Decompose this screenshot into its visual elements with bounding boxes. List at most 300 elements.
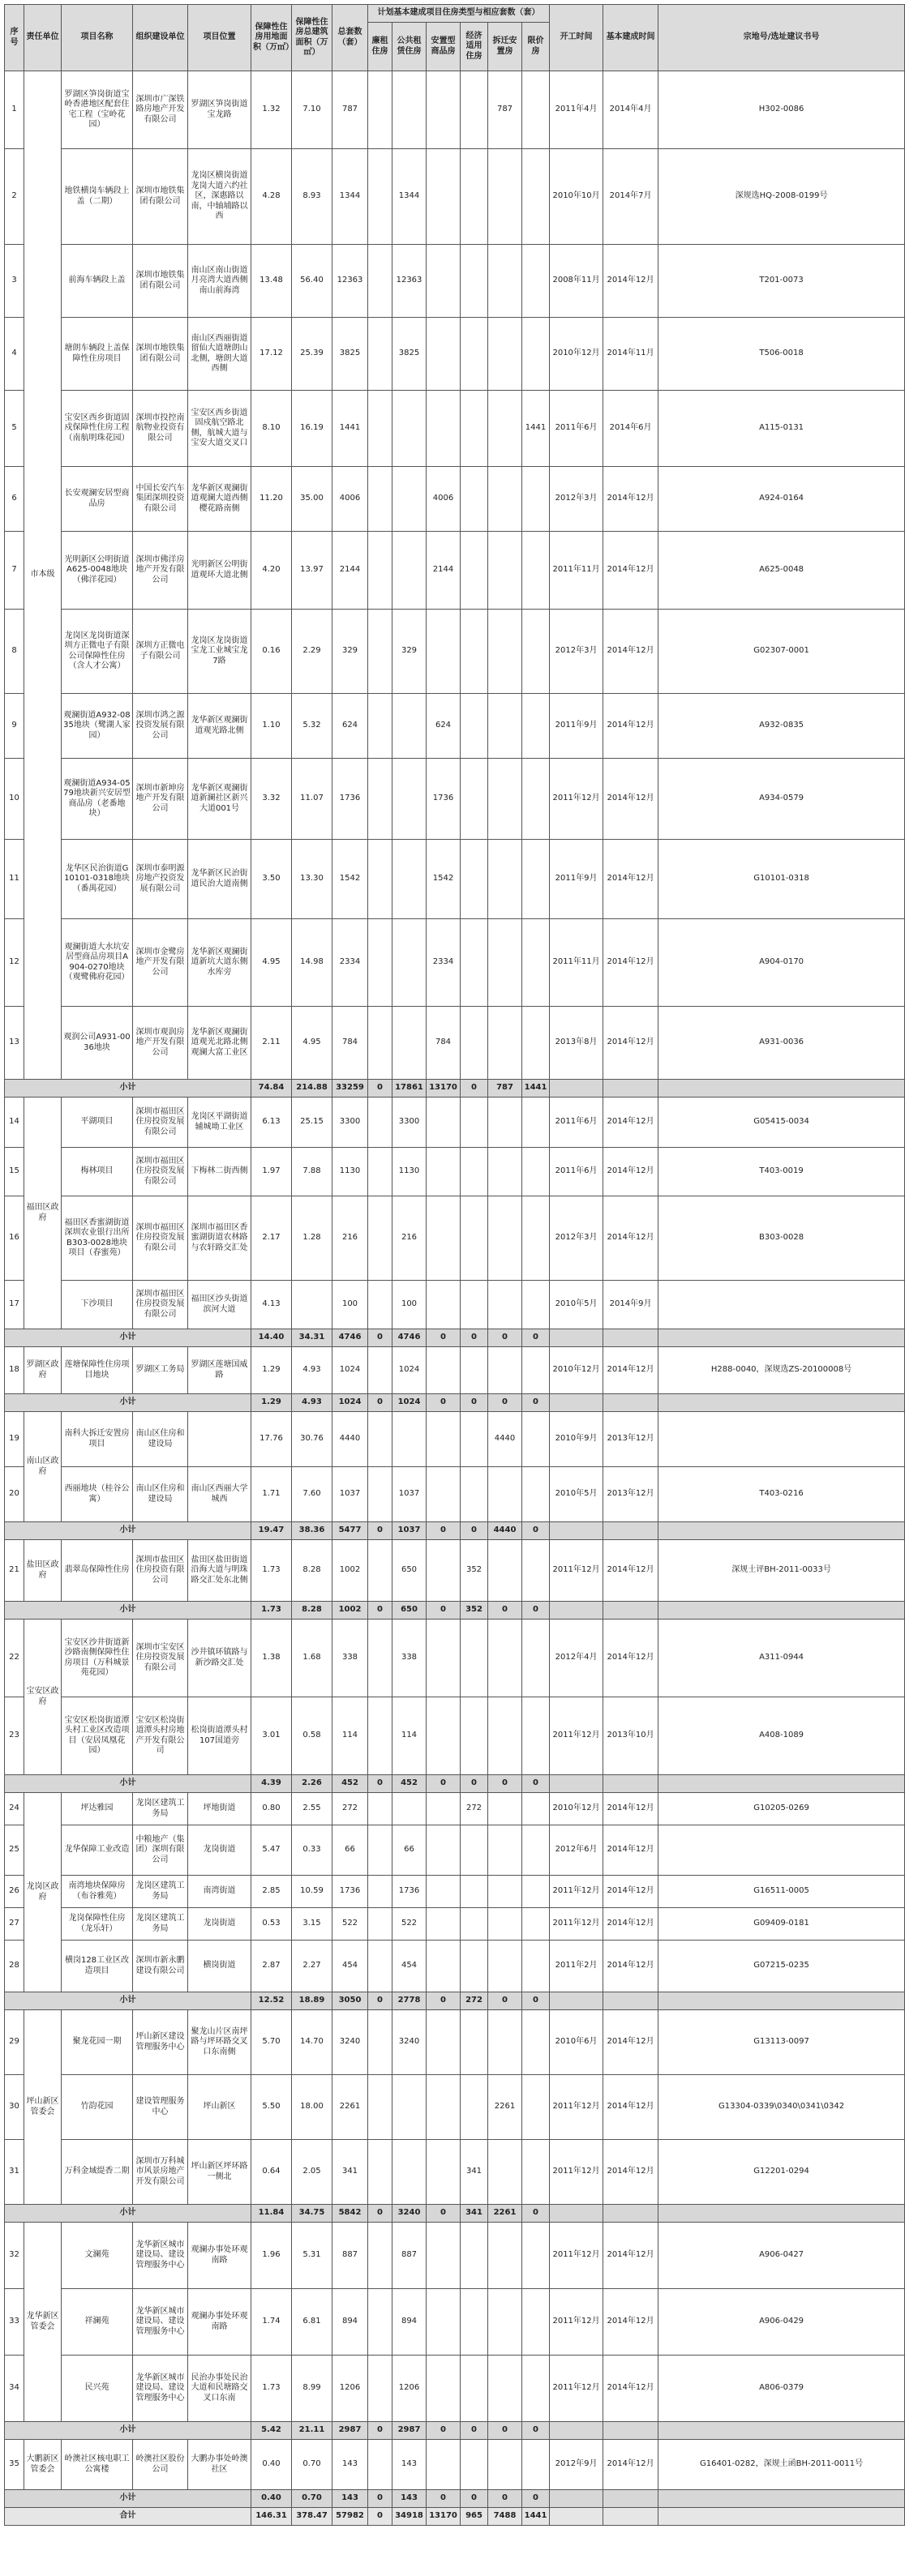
location-cell: 南山区西丽街道留仙大道塘朗山北侧，塘朗大道西侧 [188,318,251,391]
jingji-cell [461,1098,488,1148]
table-row [5,1281,905,1329]
gongzu-cell [392,1007,427,1080]
table-row [5,2356,905,2422]
subtotal-label: 小计 [5,1080,251,1098]
location-cell: 龙岗区横岗街道龙岗大道六约社区，深惠路以南，中轴埔路以西 [188,149,251,245]
lianzu-cell: 0 [368,1992,392,2010]
chaiqian-cell: 4440 [488,1412,522,1467]
chaiqian-cell [488,1467,522,1522]
project-name-cell: 宝安区沙井街道新沙路南侧保障性住房项目（万科城景苑花园） [62,1620,133,1697]
location-cell: 龙华新区观澜街道新澜社区新兴大道001号 [188,759,251,840]
jingji-cell: 272 [461,1793,488,1825]
unit-cell: 福田区政府 [24,1098,62,1329]
subtotal-label: 小计 [5,2490,251,2508]
anzhi-cell [427,1941,461,1992]
grand-total-label: 合计 [5,2508,251,2526]
gongzu-cell: 1037 [392,1467,427,1522]
seq-cell: 16 [5,1196,24,1281]
project-name-cell: 翡翠岛保障性住房 [62,1540,133,1602]
location-cell: 横岗街道 [188,1941,251,1992]
permit-cell: A311-0944 [658,1620,905,1697]
permit-cell: G10205-0269 [658,1793,905,1825]
start-time-cell: 2011年6月 [550,1098,603,1148]
jingji-cell [461,610,488,694]
gongzu-cell [392,694,427,759]
finish-time-cell: 2013年10月 [603,1697,658,1775]
jingji-cell [461,919,488,1007]
lianzu-cell [368,1908,392,1941]
floor-area-cell: 35.00 [292,467,332,532]
subtotal-row [5,1080,905,1098]
land-area-cell: 4.39 [251,1775,292,1793]
floor-area-cell: 8.28 [292,1540,332,1602]
unit-cell: 盐田区政府 [24,1540,62,1602]
total-units-cell: 1344 [332,149,368,245]
anzhi-cell [427,1148,461,1196]
total-units-cell: 1002 [332,1602,368,1620]
start-time-cell: 2008年11月 [550,245,603,318]
location-cell: 龙华新区观澜街道观光北路北侧观澜大富工业区 [188,1007,251,1080]
xianjia-cell [522,318,550,391]
location-cell: 宝安区西乡街道固戍航空路北侧，航城大道与宝安大道交叉口 [188,391,251,467]
jingji-cell: 272 [461,1992,488,2010]
gongzu-cell: 3240 [392,2205,427,2223]
total-units-cell: 454 [332,1941,368,1992]
start-time-cell: 2010年6月 [550,2010,603,2075]
xianjia-cell [522,2356,550,2422]
location-cell: 光明新区公明街道观环大道北侧 [188,532,251,610]
total-units-cell: 3050 [332,1992,368,2010]
builder-cell: 建设管理服务中心 [133,2075,188,2140]
total-units-cell: 1024 [332,1394,368,1412]
unit-cell: 罗湖区政府 [24,1347,62,1394]
project-name-cell: 罗湖区笋岗街道宝岭香港地区配套住宅工程（宝岭花园） [62,71,133,149]
project-name-cell: 平湖项目 [62,1098,133,1148]
anzhi-cell [427,2075,461,2140]
total-units-cell: 5842 [332,2205,368,2223]
gongzu-cell [392,391,427,467]
seq-cell: 31 [5,2140,24,2205]
lianzu-cell: 0 [368,1602,392,1620]
permit-cell: G09409-0181 [658,1908,905,1941]
start-time-cell: 2011年12月 [550,2356,603,2422]
jingji-cell [461,1908,488,1941]
total-units-cell: 3300 [332,1098,368,1148]
jingji-cell [461,2356,488,2422]
location-cell: 南山区西丽大学城西 [188,1467,251,1522]
builder-cell: 深圳市地铁集团有限公司 [133,318,188,391]
floor-area-cell: 8.99 [292,2356,332,2422]
finish-time-cell: 2014年12月 [603,245,658,318]
total-units-cell: 338 [332,1620,368,1697]
chaiqian-cell: 787 [488,1080,522,1098]
permit-cell: G05415-0034 [658,1098,905,1148]
project-name-cell: 竹韵花园 [62,2075,133,2140]
permit-cell: T506-0018 [658,318,905,391]
permit-cell: A924-0164 [658,467,905,532]
xianjia-cell [522,2289,550,2356]
total-units-cell: 143 [332,2440,368,2490]
location-cell: 民治办事处民治大道和民塘路交叉口东南 [188,2356,251,2422]
land-area-cell: 19.47 [251,1522,292,1540]
project-name-cell: 龙华保障工业改造 [62,1825,133,1876]
subtotal-row [5,2205,905,2223]
xianjia-cell [522,1697,550,1775]
jingji-cell: 352 [461,1540,488,1602]
chaiqian-cell [488,1098,522,1148]
subtotal-label: 小计 [5,1329,251,1347]
lianzu-cell [368,840,392,919]
finish-time-cell: 2014年12月 [603,2140,658,2205]
location-cell [188,1412,251,1467]
permit-cell: A906-0429 [658,2289,905,2356]
permit-cell [658,1394,905,1412]
permit-cell [658,1602,905,1620]
jingji-cell: 0 [461,1775,488,1793]
start-time-cell [550,2422,603,2440]
anzhi-cell: 0 [427,1992,461,2010]
permit-cell [658,2422,905,2440]
builder-cell: 岭澳社区股份公司 [133,2440,188,2490]
table-row [5,1540,905,1602]
total-units-cell: 1441 [332,391,368,467]
table-row [5,1908,905,1941]
floor-area-cell: 38.36 [292,1522,332,1540]
land-area-cell: 17.12 [251,318,292,391]
gongzu-cell: 4746 [392,1329,427,1347]
seq-cell: 14 [5,1098,24,1148]
location-cell: 龙岗区龙岗街道宝龙工业城宝龙7路 [188,610,251,694]
gongzu-cell [392,71,427,149]
lianzu-cell: 0 [368,2508,392,2526]
start-time-cell: 2011年12月 [550,1908,603,1941]
table-row [5,1620,905,1697]
land-area-cell: 3.32 [251,759,292,840]
builder-cell: 龙岗区建筑工务局 [133,1908,188,1941]
land-area-cell: 4.20 [251,532,292,610]
anzhi-cell: 0 [427,2205,461,2223]
anzhi-cell [427,2140,461,2205]
anzhi-cell: 0 [427,1775,461,1793]
anzhi-cell: 0 [427,1394,461,1412]
seq-cell: 35 [5,2440,24,2490]
builder-cell: 深圳市盐田区住房投资有限公司 [133,1540,188,1602]
permit-cell [658,2508,905,2526]
jingji-cell [461,1196,488,1281]
xianjia-cell [522,1467,550,1522]
header-builder: 组织建设单位 [133,5,188,71]
lianzu-cell [368,318,392,391]
land-area-cell: 146.31 [251,2508,292,2526]
gongzu-cell: 12363 [392,245,427,318]
start-time-cell [550,1394,603,1412]
finish-time-cell: 2014年12月 [603,694,658,759]
xianjia-cell: 1441 [522,391,550,467]
jingji-cell [461,318,488,391]
anzhi-cell [427,245,461,318]
total-units-cell: 3825 [332,318,368,391]
land-area-cell: 5.50 [251,2075,292,2140]
builder-cell: 深圳市投控南航物业投资有限公司 [133,391,188,467]
land-area-cell: 3.50 [251,840,292,919]
jingji-cell: 0 [461,1394,488,1412]
seq-cell: 26 [5,1876,24,1908]
permit-cell [658,1992,905,2010]
header-jingji: 经济适用住房 [461,23,488,71]
builder-cell: 深圳市福田区住房投资发展有限公司 [133,1196,188,1281]
chaiqian-cell [488,919,522,1007]
lianzu-cell [368,532,392,610]
seq-cell: 8 [5,610,24,694]
location-cell: 松岗街道潭头村107国道旁 [188,1697,251,1775]
gongzu-cell: 1024 [392,1347,427,1394]
lianzu-cell [368,2356,392,2422]
housing-project-table [4,4,905,2526]
jingji-cell [461,1281,488,1329]
jingji-cell [461,2010,488,2075]
total-units-cell: 341 [332,2140,368,2205]
permit-cell: G02307-0001 [658,610,905,694]
subtotal-row [5,1329,905,1347]
gongzu-cell: 143 [392,2490,427,2508]
chaiqian-cell [488,532,522,610]
gongzu-cell: 2987 [392,2422,427,2440]
table-row [5,694,905,759]
total-units-cell: 452 [332,1775,368,1793]
subtotal-row [5,2490,905,2508]
permit-cell [658,1281,905,1329]
jingji-cell [461,2440,488,2490]
table-row [5,2440,905,2490]
seq-cell: 33 [5,2289,24,2356]
xianjia-cell: 1441 [522,1080,550,1098]
floor-area-cell: 14.98 [292,919,332,1007]
gongzu-cell: 114 [392,1697,427,1775]
subtotal-label: 小计 [5,1394,251,1412]
lianzu-cell [368,149,392,245]
anzhi-cell: 2334 [427,919,461,1007]
header-plan-group: 计划基本建成项目住房类型与相应套数（套） [368,5,550,23]
finish-time-cell: 2014年12月 [603,1148,658,1196]
table-row [5,1007,905,1080]
start-time-cell: 2010年5月 [550,1281,603,1329]
total-units-cell: 2144 [332,532,368,610]
unit-cell: 龙华新区管委会 [24,2223,62,2422]
location-cell: 南湾街道 [188,1876,251,1908]
builder-cell: 深圳市泰明源房地产投资发展有限公司 [133,840,188,919]
gongzu-cell: 3240 [392,2010,427,2075]
xianjia-cell [522,71,550,149]
start-time-cell: 2011年6月 [550,1148,603,1196]
total-units-cell: 100 [332,1281,368,1329]
anzhi-cell [427,318,461,391]
finish-time-cell: 2014年12月 [603,467,658,532]
permit-cell: 深规选HQ-2008-0199号 [658,149,905,245]
project-name-cell: 地铁横岗车辆段上盖（二期） [62,149,133,245]
jingji-cell: 352 [461,1602,488,1620]
chaiqian-cell [488,1825,522,1876]
land-area-cell: 8.10 [251,391,292,467]
seq-cell: 11 [5,840,24,919]
floor-area-cell: 2.27 [292,1941,332,1992]
gongzu-cell [392,2075,427,2140]
jingji-cell [461,532,488,610]
finish-time-cell: 2014年12月 [603,1793,658,1825]
builder-cell: 龙华新区城市建设局、建设管理服务中心 [133,2289,188,2356]
xianjia-cell [522,2140,550,2205]
anzhi-cell: 0 [427,1329,461,1347]
total-units-cell: 66 [332,1825,368,1876]
subtotal-row [5,1775,905,1793]
start-time-cell [550,2205,603,2223]
anzhi-cell [427,1412,461,1467]
unit-cell: 坪山新区管委会 [24,2010,62,2205]
xianjia-cell [522,2440,550,2490]
gongzu-cell [392,919,427,1007]
jingji-cell [461,467,488,532]
start-time-cell [550,1992,603,2010]
total-units-cell: 1736 [332,759,368,840]
subtotal-row [5,1522,905,1540]
land-area-cell: 2.11 [251,1007,292,1080]
floor-area-cell: 4.93 [292,1347,332,1394]
gongzu-cell: 1344 [392,149,427,245]
land-area-cell: 11.84 [251,2205,292,2223]
total-units-cell: 1206 [332,2356,368,2422]
seq-cell: 12 [5,919,24,1007]
project-name-cell: 莲塘保障性住房项目地块 [62,1347,133,1394]
start-time-cell: 2010年10月 [550,149,603,245]
land-area-cell: 4.13 [251,1281,292,1329]
finish-time-cell: 2014年12月 [603,1347,658,1394]
builder-cell: 龙华新区城市建设局、建设管理服务中心 [133,2356,188,2422]
table-row [5,1148,905,1196]
start-time-cell: 2012年9月 [550,2440,603,2490]
total-units-cell: 4440 [332,1412,368,1467]
jingji-cell [461,2223,488,2289]
permit-cell: A904-0170 [658,919,905,1007]
lianzu-cell: 0 [368,2422,392,2440]
start-time-cell: 2011年12月 [550,759,603,840]
lianzu-cell: 0 [368,1394,392,1412]
builder-cell: 南山区住房和建设局 [133,1467,188,1522]
floor-area-cell: 5.31 [292,2223,332,2289]
floor-area-cell: 1.28 [292,1196,332,1281]
land-area-cell: 1.29 [251,1347,292,1394]
floor-area-cell: 2.26 [292,1775,332,1793]
anzhi-cell [427,2440,461,2490]
project-name-cell: 龙岗保障性住房（龙乐轩） [62,1908,133,1941]
jingji-cell: 341 [461,2205,488,2223]
xianjia-cell [522,1412,550,1467]
builder-cell: 深圳市佛洋房地产开发有限公司 [133,532,188,610]
land-area-cell: 1.32 [251,71,292,149]
start-time-cell: 2010年12月 [550,1793,603,1825]
xianjia-cell [522,1876,550,1908]
start-time-cell: 2013年8月 [550,1007,603,1080]
land-area-cell: 0.16 [251,610,292,694]
project-name-cell: 光明新区公明街道A625-0048地块（佛洋花园） [62,532,133,610]
xianjia-cell [522,610,550,694]
gongzu-cell: 216 [392,1196,427,1281]
anzhi-cell [427,1825,461,1876]
permit-cell: G13113-0097 [658,2010,905,2075]
anzhi-cell: 0 [427,1602,461,1620]
builder-cell: 宝安区松岗街道潭头村房地产开发有限公司 [133,1697,188,1775]
start-time-cell: 2011年12月 [550,2223,603,2289]
total-units-cell: 57982 [332,2508,368,2526]
land-area-cell: 1.74 [251,2289,292,2356]
floor-area-cell: 1.68 [292,1620,332,1697]
finish-time-cell: 2014年9月 [603,1281,658,1329]
location-cell: 福田区沙头街道滨河大道 [188,1281,251,1329]
table-body [5,71,905,2526]
location-cell: 南山区南山街道月亮湾大道西侧南山前海湾 [188,245,251,318]
total-units-cell: 1542 [332,840,368,919]
table-row [5,610,905,694]
land-area-cell: 1.10 [251,694,292,759]
anzhi-cell [427,391,461,467]
lianzu-cell: 0 [368,2205,392,2223]
permit-cell: T403-0216 [658,1467,905,1522]
lianzu-cell: 0 [368,1775,392,1793]
lianzu-cell [368,919,392,1007]
anzhi-cell [427,1908,461,1941]
xianjia-cell: 0 [522,1522,550,1540]
total-units-cell: 2987 [332,2422,368,2440]
floor-area-cell: 0.70 [292,2440,332,2490]
seq-cell: 18 [5,1347,24,1394]
chaiqian-cell [488,1876,522,1908]
jingji-cell [461,1467,488,1522]
xianjia-cell [522,467,550,532]
xianjia-cell [522,1540,550,1602]
project-name-cell: 西丽地块（桂谷公寓） [62,1467,133,1522]
seq-cell: 7 [5,532,24,610]
floor-area-cell: 10.59 [292,1876,332,1908]
gongzu-cell: 2778 [392,1992,427,2010]
location-cell: 罗湖区笋岗街道宝龙路 [188,71,251,149]
table-row [5,1697,905,1775]
location-cell: 观澜办事处环观南路 [188,2223,251,2289]
xianjia-cell [522,1281,550,1329]
builder-cell: 深圳市宝安区住房投资发展有限公司 [133,1620,188,1697]
xianjia-cell [522,2010,550,2075]
xianjia-cell [522,1941,550,1992]
land-area-cell: 5.70 [251,2010,292,2075]
subtotal-row [5,2422,905,2440]
chaiqian-cell [488,2289,522,2356]
lianzu-cell [368,694,392,759]
seq-cell: 4 [5,318,24,391]
lianzu-cell [368,1196,392,1281]
table-row [5,2140,905,2205]
builder-cell: 龙华新区城市建设局、建设管理服务中心 [133,2223,188,2289]
jingji-cell [461,1007,488,1080]
unit-cell: 大鹏新区管委会 [24,2440,62,2490]
permit-cell: G07215-0235 [658,1941,905,1992]
jingji-cell [461,1697,488,1775]
land-area-cell: 3.01 [251,1697,292,1775]
chaiqian-cell [488,1148,522,1196]
floor-area-cell: 25.39 [292,318,332,391]
start-time-cell [550,2490,603,2508]
jingji-cell [461,1412,488,1467]
anzhi-cell [427,610,461,694]
xianjia-cell: 0 [522,1329,550,1347]
grand-total-row [5,2508,905,2526]
seq-cell: 20 [5,1467,24,1522]
